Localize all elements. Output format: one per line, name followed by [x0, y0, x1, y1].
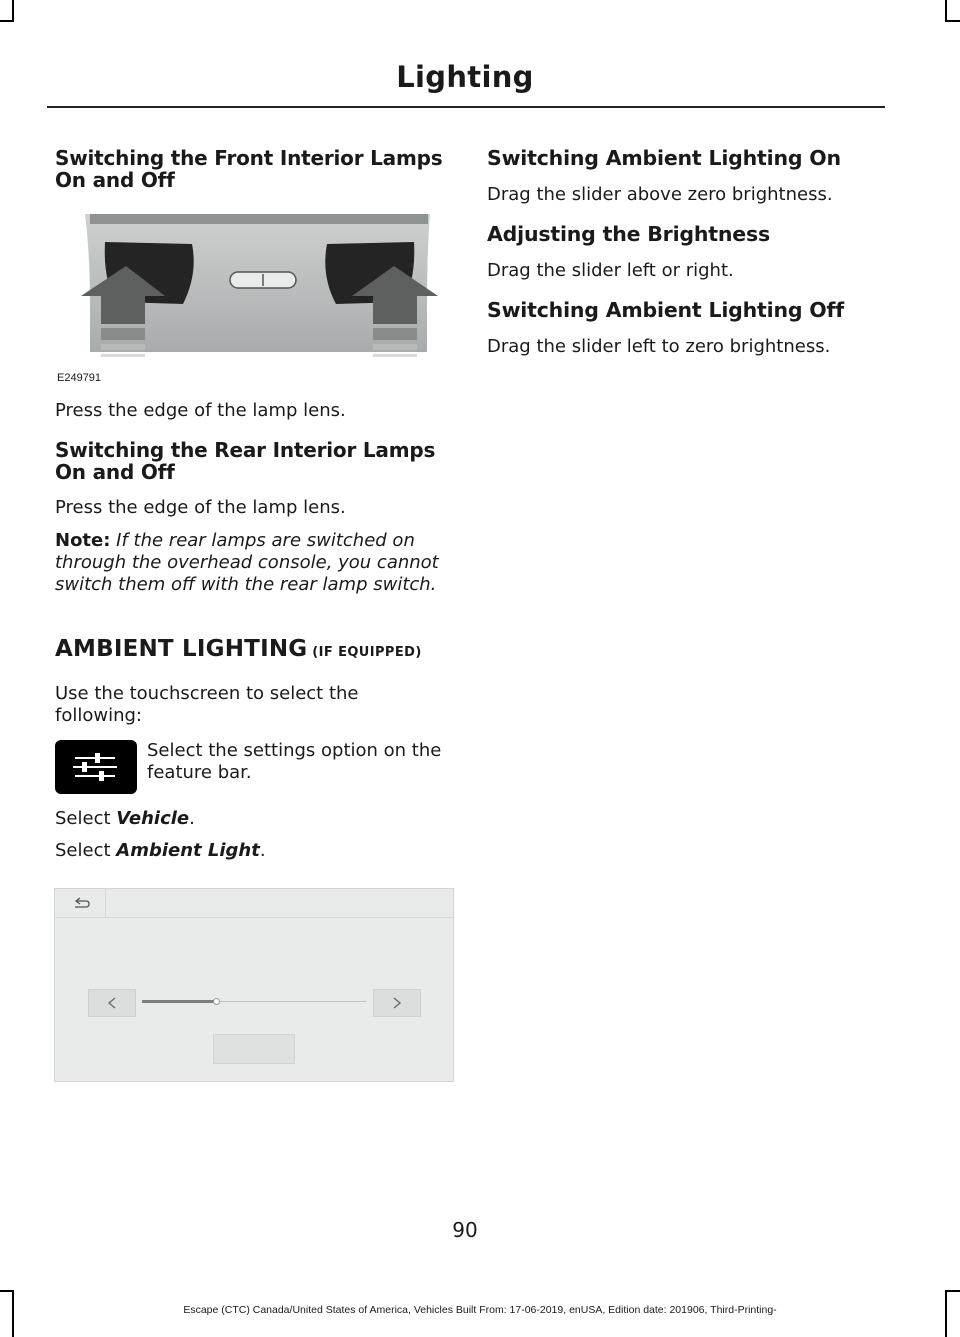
ambient-off-heading: Switching Ambient Lighting Off	[487, 298, 844, 322]
brightness-slider-fill	[142, 1000, 216, 1003]
ambient-off-instruction: Drag the slider left to zero brightness.	[487, 336, 831, 357]
chevron-right-icon	[374, 990, 420, 1016]
select-vehicle-step: Select Vehicle.	[55, 808, 195, 829]
screen-top-bar	[55, 889, 453, 918]
settings-sliders-icon	[55, 740, 137, 794]
ambient-light-screen	[54, 888, 454, 1082]
adjust-brightness-instruction: Drag the slider left or right.	[487, 260, 734, 281]
page-number: 90	[452, 1218, 478, 1242]
note-text: If the rear lamps are switched on through the overhead console, you cannot switch them off with the rear lamp switch.	[55, 530, 439, 595]
overhead-lamp-figure	[55, 214, 447, 384]
edition-line: Escape (CTC) Canada/United States of America, Vehicles Built From: 17-06-2019, enUSA, Edition date: 201906, Third-Printing-	[183, 1304, 777, 1316]
vehicle-option: Vehicle	[116, 808, 190, 829]
ambient-on-heading: Switching Ambient Lighting On	[487, 146, 841, 170]
page-title: Lighting	[396, 60, 534, 94]
touchscreen-instruction: Use the touchscreen to select the following:	[55, 683, 359, 726]
crop-mark	[12, 0, 14, 22]
screen-bottom-button[interactable]	[213, 1034, 295, 1064]
adjust-brightness-heading: Adjusting the Brightness	[487, 222, 770, 246]
settings-instruction: Select the settings option on the feature bar.	[147, 740, 442, 783]
header-divider	[47, 106, 885, 108]
ambient-light-option: Ambient Light	[116, 840, 260, 861]
back-arrow-icon[interactable]	[55, 889, 105, 917]
ambient-lighting-heading: AMBIENT LIGHTING (IF EQUIPPED)	[55, 636, 422, 662]
overhead-lamp-illustration	[55, 214, 447, 384]
select-ambient-light-step: Select Ambient Light.	[55, 840, 266, 861]
right-column	[487, 147, 887, 358]
brightness-decrease-button[interactable]	[88, 989, 136, 1017]
crop-mark	[945, 1290, 960, 1292]
rear-lamps-note	[55, 530, 450, 596]
crop-mark	[945, 20, 960, 22]
if-equipped-label: (IF EQUIPPED)	[307, 645, 422, 660]
figure-code: E249791	[57, 372, 102, 384]
left-column	[55, 147, 450, 862]
rear-lamps-heading: Switching the Rear Interior Lamps On and Off	[55, 438, 436, 484]
crop-mark	[0, 20, 14, 22]
brightness-increase-button[interactable]	[373, 989, 421, 1017]
crop-mark	[0, 1290, 14, 1292]
brightness-slider-thumb[interactable]	[213, 998, 220, 1005]
settings-step	[55, 740, 450, 794]
note-label: Note:	[55, 530, 111, 551]
front-lamps-instruction: Press the edge of the lamp lens.	[55, 400, 346, 421]
brightness-slider-track[interactable]	[142, 1001, 366, 1002]
front-lamps-heading: Switching the Front Interior Lamps On and Off	[55, 146, 443, 192]
chevron-left-icon	[89, 990, 135, 1016]
ambient-on-instruction: Drag the slider above zero brightness.	[487, 184, 833, 205]
crop-mark	[945, 0, 947, 22]
screen-back-panel	[55, 889, 106, 917]
rear-lamps-instruction: Press the edge of the lamp lens.	[55, 497, 346, 518]
